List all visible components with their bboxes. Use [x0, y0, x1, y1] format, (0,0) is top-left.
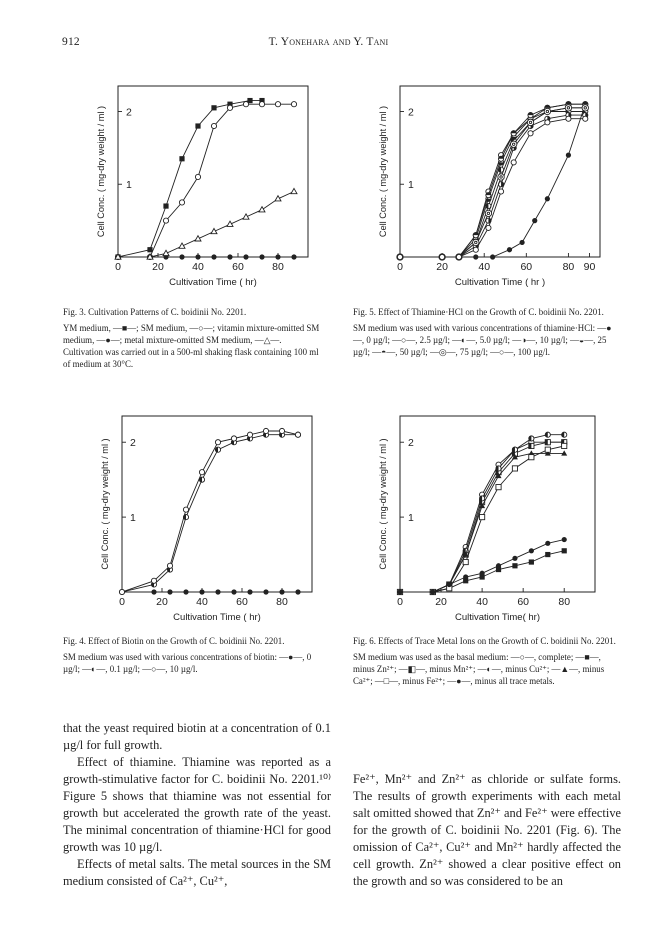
data-point	[528, 131, 533, 136]
data-point	[545, 196, 550, 201]
x-tick-label: 80	[272, 261, 284, 273]
series-line	[400, 540, 564, 592]
data-series	[119, 428, 300, 594]
y-tick-label: 1	[130, 512, 136, 525]
data-point	[211, 228, 217, 233]
data-point	[490, 254, 495, 259]
data-point	[512, 563, 517, 568]
x-tick-label: 0	[119, 596, 125, 608]
running-head: T. Yonehara and Y. Tani	[268, 36, 389, 48]
data-series	[397, 537, 566, 595]
data-point	[179, 156, 184, 161]
data-point	[227, 105, 232, 110]
page-number: 912	[62, 36, 80, 48]
data-point	[545, 447, 550, 452]
data-point	[463, 574, 468, 579]
data-point	[195, 236, 201, 241]
x-tick-label: 20	[436, 261, 448, 273]
data-point	[295, 432, 300, 437]
data-point	[545, 541, 550, 546]
data-point	[566, 116, 571, 121]
data-point	[511, 160, 516, 165]
data-series	[397, 102, 587, 260]
data-point	[566, 153, 571, 158]
data-point	[562, 443, 567, 448]
x-tick-label: 40	[476, 596, 488, 608]
data-point	[195, 254, 200, 259]
data-point	[259, 254, 264, 259]
data-point	[147, 247, 152, 252]
x-tick-label: 60	[520, 261, 533, 273]
data-point	[119, 589, 124, 594]
data-point-inner	[546, 110, 548, 112]
series-line	[118, 101, 262, 257]
data-point	[520, 240, 525, 245]
x-tick-label: 0	[115, 261, 121, 273]
caption-head: Fig. 5. Effect of Thiamine·HCl on the Growth of C. boidinii No. 2201.	[353, 307, 604, 317]
data-point	[195, 123, 200, 128]
figure-6-chart	[360, 408, 605, 628]
x-tick-label: 40	[192, 261, 204, 273]
data-point	[545, 552, 550, 557]
caption-head: Fig. 6. Effects of Trace Metal Ions on the Growth of C. boidinii No. 2201.	[353, 636, 616, 646]
data-point	[397, 589, 402, 594]
x-tick-label: 80	[558, 596, 571, 608]
x-tick-label: 80	[562, 261, 575, 273]
paragraph: Effect of thiamine. Thiamine was reported as a growth-stimulative factor for C. boidinii No. 2201.¹⁰⁾ Figure 5 shows that thiamine was not essential for growth but accelerated the growth rate of the yeast. The minimal concentration of thiamine·HCl for good growth was 10 µg/l.	[63, 755, 331, 854]
x-tick-label: 20	[152, 261, 164, 273]
y-tick-label: 2	[130, 437, 136, 450]
y-axis-label: Cell Conc. ( mg-dry weight / ml )	[100, 438, 110, 570]
data-point	[151, 589, 156, 594]
y-tick-label: 2	[408, 437, 414, 450]
data-point	[291, 188, 297, 193]
series-line	[122, 431, 298, 592]
data-point	[430, 589, 435, 594]
data-point	[263, 589, 268, 594]
data-point	[463, 559, 468, 564]
data-point	[163, 218, 168, 223]
paragraph: Effects of metal salts. The metal sources in the SM medium consisted of Ca²⁺, Cu²⁺,	[63, 857, 331, 888]
x-tick-label: 60	[236, 596, 248, 608]
data-point	[562, 537, 567, 542]
data-point	[151, 578, 156, 583]
data-point-fill	[545, 440, 548, 445]
data-point-inner	[475, 241, 477, 243]
caption-extra: Cultivation was carried out in a 500-ml shaking flask containing 100 ml of medium at 30°C.	[63, 347, 319, 369]
data-point	[496, 485, 501, 490]
data-series	[115, 102, 296, 260]
data-series	[397, 432, 566, 594]
data-point	[199, 589, 204, 594]
data-point	[397, 254, 402, 259]
data-point	[480, 571, 485, 576]
data-point	[243, 102, 248, 107]
y-axis-label: Cell Conc. ( mg-dry weight / ml )	[378, 105, 388, 238]
data-point-inner	[512, 143, 514, 145]
data-point	[211, 105, 216, 110]
data-point	[529, 455, 534, 460]
data-point	[211, 254, 216, 259]
data-point	[279, 589, 284, 594]
data-point	[247, 432, 252, 437]
data-point	[259, 102, 264, 107]
data-point	[473, 254, 478, 259]
data-point	[183, 507, 188, 512]
data-series	[115, 98, 264, 260]
data-point	[529, 548, 534, 553]
x-axis-label: Cultivation Time( hr)	[455, 612, 540, 623]
data-point	[275, 254, 280, 259]
figure-5-caption	[353, 306, 618, 358]
data-point	[199, 470, 204, 475]
figure-5-chart	[360, 78, 610, 293]
x-tick-label: 0	[397, 261, 403, 273]
data-point	[562, 548, 567, 553]
x-axis-label: Cultivation Time ( hr)	[173, 612, 261, 623]
data-point	[473, 247, 478, 252]
x-tick-label: 20	[156, 596, 168, 608]
y-tick-label: 2	[408, 106, 414, 119]
data-point	[507, 247, 512, 252]
data-point-inner	[584, 107, 586, 109]
data-series	[115, 188, 297, 259]
data-point	[480, 515, 485, 520]
data-point	[532, 218, 537, 223]
y-tick-label: 1	[408, 179, 414, 192]
data-point	[496, 563, 501, 568]
data-point	[215, 440, 220, 445]
data-point	[247, 589, 252, 594]
x-tick-label: 40	[196, 596, 208, 608]
figure-6-caption	[353, 635, 618, 687]
x-tick-label: 60	[232, 261, 244, 273]
series-line	[118, 192, 294, 258]
data-point-inner	[500, 176, 502, 178]
caption-body: SM medium was used as the basal medium: —○—, complete; —■—, minus Zn²⁺; —◧—, minus Mn²⁺; —◐—, minus Cu²⁺; —▲—, minus Ca²⁺; —□—, minus Fe²⁺; —●—, minus all trace metals.	[353, 652, 605, 686]
data-point	[231, 589, 236, 594]
x-axis-label: Cultivation Time ( hr )	[454, 277, 546, 288]
series-line	[122, 435, 298, 592]
data-point	[163, 203, 168, 208]
data-point	[447, 582, 452, 587]
data-point	[512, 556, 517, 561]
data-point	[243, 254, 248, 259]
y-tick-label: 2	[126, 106, 132, 119]
caption-head: Fig. 3. Cultivation Patterns of C. boidinii No. 2201.	[63, 307, 247, 317]
data-point	[498, 189, 503, 194]
data-point	[275, 196, 281, 201]
data-point	[440, 254, 445, 259]
data-point	[545, 120, 550, 125]
caption-head: Fig. 4. Effect of Biotin on the Growth of C. boidinii No. 2201.	[63, 636, 285, 646]
caption-body: SM medium was used with various concentrations of biotin: —●—, 0 µg/l; —◐—, 0.1 µg/l; —○—, 10 µg/l.	[63, 652, 312, 674]
data-point	[167, 589, 172, 594]
data-point	[167, 563, 172, 568]
data-point	[263, 428, 268, 433]
y-tick-label: 1	[408, 512, 414, 525]
body-column-right	[353, 771, 621, 890]
data-point	[295, 589, 300, 594]
data-point	[291, 254, 296, 259]
data-point	[179, 200, 184, 205]
data-series	[119, 589, 300, 594]
x-tick-label: 40	[478, 261, 491, 273]
caption-body: SM medium was used with various concentrations of thiamine·HCl: —●—, 0 µg/l; —○—, 2.5 µg/l; —◐—, 5.0 µg/l; —◑—, 10 µg/l; —◒—, 25 µg/l; —◓—, 50 µg/l; —◎—, 75 µg/l; —○—, 100 µg/l.	[353, 323, 612, 357]
x-tick-label: 90	[583, 261, 596, 273]
data-point	[211, 123, 216, 128]
data-point-inner	[487, 212, 489, 214]
data-point	[512, 466, 517, 471]
series-line	[400, 435, 564, 592]
data-point-fill	[529, 443, 532, 448]
figure-4-caption	[63, 635, 323, 675]
data-point	[195, 174, 200, 179]
x-tick-label: 60	[517, 596, 530, 608]
figure-3-chart	[78, 78, 318, 293]
x-tick-label: 20	[435, 596, 447, 608]
data-point-inner	[529, 121, 531, 123]
x-axis-label: Cultivation Time ( hr)	[169, 277, 257, 288]
data-point	[231, 436, 236, 441]
data-point	[529, 559, 534, 564]
y-tick-label: 1	[126, 179, 132, 192]
y-axis-label: Cell Conc. ( mg-dry weight / ml )	[96, 105, 106, 238]
figure-3-caption	[63, 306, 323, 370]
paragraph: Fe²⁺, Mn²⁺ and Zn²⁺ as chloride or sulfate forms. The results of growth experiments with each metal salt omitted showed that Zn²⁺ and Fe²⁺ were effective for the growth of C. boidinii No. 2201 (Fig. 6). The omission of Ca²⁺, Cu²⁺ and Mn²⁺ hardly affected the cell growth. Zn²⁺ showed a clear positive effect on the growth and so was considered to be an	[353, 772, 622, 888]
series-line	[118, 104, 294, 257]
x-tick-label: 80	[276, 596, 288, 608]
data-point	[259, 207, 265, 212]
paragraph: that the yeast required biotin at a concentration of 0.1 µg/l for full growth.	[63, 721, 331, 752]
data-point	[279, 428, 284, 433]
data-point	[215, 589, 220, 594]
data-point	[227, 254, 232, 259]
data-point	[275, 102, 280, 107]
data-point	[183, 589, 188, 594]
data-point	[291, 102, 296, 107]
body-column-left	[63, 720, 331, 890]
series-line	[400, 104, 585, 257]
figure-4-chart	[82, 408, 322, 628]
data-point-inner	[567, 107, 569, 109]
x-tick-label: 0	[397, 596, 403, 608]
caption-body: YM medium, —■—; SM medium, —○—; vitamin mixture-omitted SM medium, —●—; metal mixture-omitted SM medium, —△—.	[63, 323, 320, 345]
data-point	[486, 225, 491, 230]
data-point	[179, 254, 184, 259]
y-axis-label: Cell Conc. ( mg-dry weight / ml )	[378, 438, 388, 570]
data-point	[583, 116, 588, 121]
data-point	[456, 254, 461, 259]
